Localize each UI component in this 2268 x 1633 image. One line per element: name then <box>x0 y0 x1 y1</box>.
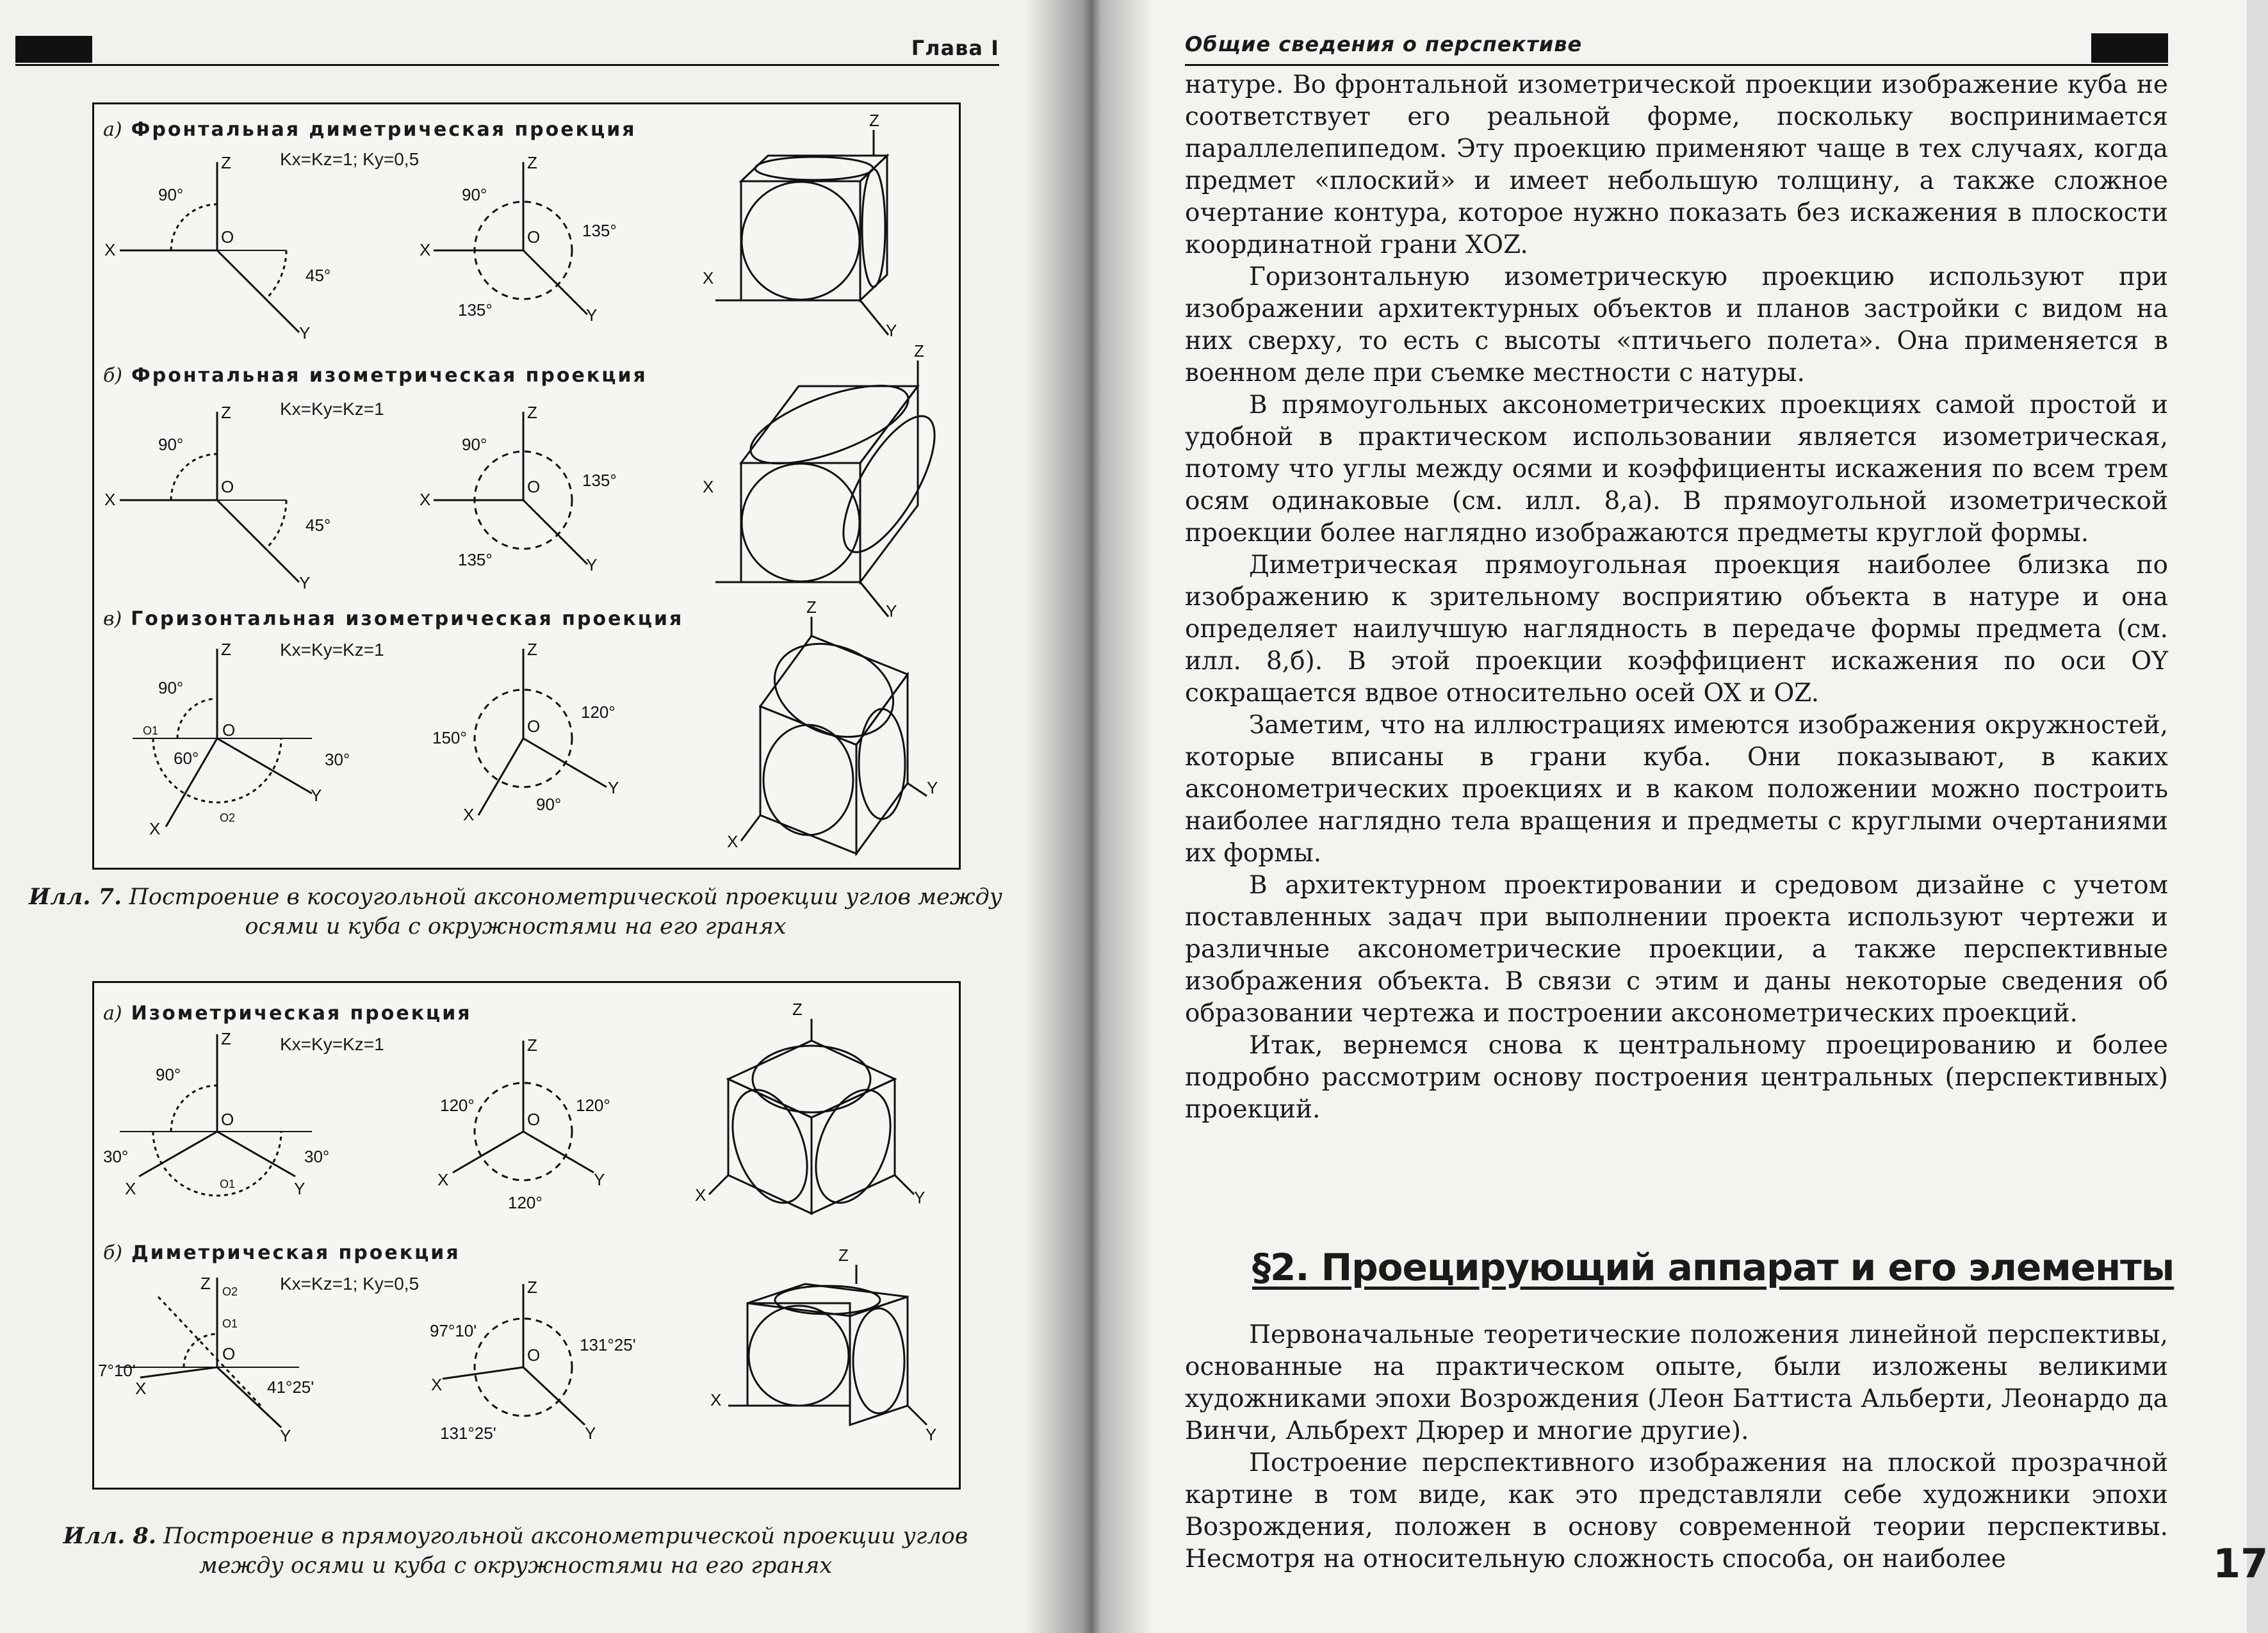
section-running-title: Общие сведения о перспективе <box>1185 32 1583 56</box>
svg-text:Z: Z <box>527 153 537 172</box>
svg-text:Z: Z <box>221 403 231 422</box>
svg-text:X: X <box>125 1179 136 1198</box>
fig7v-axes-2 <box>475 649 607 815</box>
svg-text:45°: 45° <box>306 266 331 285</box>
svg-text:X: X <box>463 805 475 824</box>
svg-text:X: X <box>149 819 161 838</box>
svg-text:41°25': 41°25' <box>267 1377 314 1397</box>
paragraph: натуре. Во фронтальной изометрической проекции изображение куба не соответствует его реальной форме, поскольку воспринимается параллелепипедом. Эту проекцию применяют чаще в тех случаях, когда предмет «плоский» и имеет небольшую толщину, а также сложное очертание контура, которое нужно показать без искажения в плоскости координатной грани XOZ. <box>1185 70 2168 259</box>
page-number: 17 <box>2213 1540 2268 1587</box>
svg-text:Y: Y <box>294 1179 306 1198</box>
figure-7-caption: Илл. 7. Построение в косоугольной аксонометрической проекции углов между осями и куба с окружностями на его гранях <box>29 884 1002 939</box>
fig7v-cube <box>741 617 927 854</box>
svg-text:Y: Y <box>585 1424 596 1443</box>
svg-text:O: O <box>527 1345 541 1365</box>
fig8b-cube <box>728 1265 927 1425</box>
svg-text:X: X <box>104 240 116 259</box>
svg-text:Z: Z <box>792 1000 803 1019</box>
figure-8-caption: Илл. 8. Построение в прямоугольной аксонометрической проекции углов между осями и куба с окружностями на его гранях <box>63 1523 968 1579</box>
svg-text:O: O <box>222 1344 236 1363</box>
fig7-sub-b-coef: Kx=Ky=Kz=1 <box>280 399 384 419</box>
svg-text:Y: Y <box>280 1426 291 1445</box>
svg-text:Z: Z <box>527 640 537 659</box>
fig8b-axes-1 <box>120 1278 299 1427</box>
svg-text:Z: Z <box>914 341 924 361</box>
svg-text:Z: Z <box>221 153 231 172</box>
body-text-bottom <box>1185 1319 2168 1575</box>
svg-text:X: X <box>710 1390 722 1410</box>
svg-text:O: O <box>527 1110 541 1129</box>
book-gutter <box>1025 0 1153 1633</box>
svg-text:O1: O1 <box>143 724 159 737</box>
svg-text:60°: 60° <box>174 749 199 768</box>
svg-text:131°25': 131°25' <box>580 1335 636 1354</box>
svg-text:X: X <box>703 477 714 496</box>
svg-text:120°: 120° <box>440 1096 475 1115</box>
svg-text:O: O <box>222 720 236 740</box>
svg-text:Z: Z <box>200 1274 211 1293</box>
svg-text:Y: Y <box>886 601 897 621</box>
svg-text:Z: Z <box>527 1278 537 1297</box>
svg-text:90°: 90° <box>536 795 562 814</box>
svg-text:135°: 135° <box>458 550 493 569</box>
chapter-title: Глава I <box>911 36 999 60</box>
fig8-sub-a-coef: Kx=Ky=Kz=1 <box>280 1034 384 1054</box>
svg-text:Y: Y <box>299 573 311 592</box>
fig8-sub-a-title: а) Изометрическая проекция <box>103 1002 472 1025</box>
svg-text:X: X <box>695 1185 706 1205</box>
paragraph: Построение перспективного изображения на плоской прозрачной картине в том виде, как это представляли себе художники эпохи Возрождения, положен в основу современной теории перспективы. Несмотря на относительную сложность способа, он наиболее <box>1185 1449 2168 1573</box>
fig7-sub-a-coef: Kx=Kz=1; Ky=0,5 <box>280 149 420 169</box>
fig7a-axes-2 <box>434 162 587 314</box>
svg-text:O: O <box>527 477 541 496</box>
fig7a-cube <box>715 130 888 335</box>
svg-text:Z: Z <box>869 111 879 130</box>
svg-text:90°: 90° <box>158 435 184 454</box>
svg-text:135°: 135° <box>582 471 617 490</box>
running-head-right <box>1185 31 2168 66</box>
svg-text:O1: O1 <box>220 1178 236 1190</box>
svg-text:Z: Z <box>221 640 231 659</box>
svg-text:Y: Y <box>914 1188 926 1207</box>
svg-text:Z: Z <box>838 1246 849 1265</box>
svg-text:O2: O2 <box>220 811 236 824</box>
figure-7 <box>92 102 961 870</box>
fig8b-axes-2 <box>443 1284 585 1425</box>
svg-text:90°: 90° <box>462 435 487 454</box>
fig8-angle-labels <box>98 1065 636 1443</box>
svg-text:30°: 30° <box>103 1147 129 1166</box>
svg-text:120°: 120° <box>508 1193 543 1212</box>
svg-text:Y: Y <box>608 778 619 797</box>
svg-text:X: X <box>431 1375 443 1394</box>
svg-text:Y: Y <box>594 1170 605 1189</box>
paragraph: Первоначальные теоретические положения линейной перспективы, основанные на практическом опыте, были изложены великими художниками эпохи Возрождения (Леон Баттиста Альберти, Леонардо да Винчи, Альбрехт Дюрер и многие другие). <box>1185 1320 2168 1445</box>
fig8-axis-labels <box>125 1000 936 1445</box>
fig7b-cube <box>715 361 952 617</box>
svg-text:X: X <box>420 490 431 509</box>
svg-text:120°: 120° <box>576 1096 610 1115</box>
paragraph: В архитектурном проектировании и средовом дизайне с учетом поставленных задач при выполнении проекта используют чертежи и различные аксонометрические проекции, а также перспективные изображения объекта. В связи с этим и даны некоторые сведения об образовании чертежа и построении аксонометрических проекций. <box>1185 871 2168 1028</box>
section-heading: §2. Проецирующий аппарат и его элементы <box>1252 1246 2174 1289</box>
svg-text:O: O <box>221 1110 234 1129</box>
svg-text:120°: 120° <box>581 703 616 722</box>
svg-text:135°: 135° <box>582 221 617 240</box>
svg-text:O2: O2 <box>222 1285 238 1298</box>
svg-text:Y: Y <box>586 555 598 574</box>
svg-text:135°: 135° <box>458 300 493 320</box>
svg-text:Y: Y <box>586 305 598 325</box>
fig7-sub-a-title: а) Фронтальная диметрическая проекция <box>103 118 637 141</box>
svg-text:30°: 30° <box>304 1147 330 1166</box>
paragraph: В прямоугольных аксонометрических проекциях самой простой и удобной в практическом использовании является изометрическая, потому что углы между осями и коэффициенты искажения по всем трем осям одинаковые (см. илл. 8,а). В прямоугольной изометрической проекции более наглядно изображаются предметы круглой формы. <box>1185 391 2168 548</box>
header-bar-left <box>15 36 92 63</box>
fig7-axis-labels <box>104 111 938 851</box>
paragraph: Горизонтальную изометрическую проекцию используют при изображении архитектурных объектов и планов застройки с видом на них сверху, то есть с высоты «птичьего полета». Она применяется в военном деле при съемке местности с натуры. <box>1185 263 2168 387</box>
figure-8-drawing <box>94 983 959 1488</box>
svg-text:O: O <box>221 477 234 496</box>
svg-text:90°: 90° <box>158 185 184 204</box>
svg-text:7°10': 7°10' <box>98 1361 136 1380</box>
fig7a-axes-1 <box>120 162 299 332</box>
svg-text:90°: 90° <box>158 678 184 697</box>
svg-text:X: X <box>420 240 431 259</box>
svg-text:Z: Z <box>806 597 817 617</box>
fig8a-cube <box>709 1019 914 1214</box>
fig7-sub-b-title: б) Фронтальная изометрическая проекция <box>103 364 648 387</box>
paragraph: Заметим, что на иллюстрациях имеются изображения окружностей, которые вписаны в грани куба. Они показывают, в каких аксонометрических проекциях и в каком положении можно построить наиболее наглядно тела вращения и предметы с круглыми очертаниями их формы. <box>1185 711 2168 868</box>
svg-text:Z: Z <box>527 403 537 422</box>
svg-text:Y: Y <box>886 321 897 340</box>
svg-text:O1: O1 <box>222 1317 238 1330</box>
fig8a-axes-1 <box>120 1034 312 1196</box>
fig7-sub-v-coef: Kx=Ky=Kz=1 <box>280 640 384 660</box>
svg-text:Z: Z <box>221 1029 231 1048</box>
svg-text:O: O <box>527 717 541 736</box>
paragraph: Диметрическая прямоугольная проекция наиболее близка по изображению к зрительному восприятию объекта в натуре и она определяет наилучшую наглядность в передаче формы предмета (см. илл. 8,б). В этой проекции коэффициент искажения по оси OY сокращается вдвое относительно осей OX и OZ. <box>1185 551 2168 708</box>
paragraph: Итак, вернемся снова к центральному проецированию и более подробно рассмотрим основу построения центральных (перспективных) проекций. <box>1185 1031 2168 1124</box>
svg-text:Y: Y <box>926 1425 937 1444</box>
fig7b-axes-1 <box>120 412 299 582</box>
fig8-sub-b-title: б) Диметрическая проекция <box>103 1242 461 1264</box>
header-bar-right <box>2091 33 2168 63</box>
fig7b-axes-2 <box>434 412 587 564</box>
svg-text:131°25': 131°25' <box>440 1424 496 1443</box>
svg-text:X: X <box>703 268 714 288</box>
svg-text:Y: Y <box>299 323 311 343</box>
svg-text:O: O <box>221 227 234 247</box>
fig7-sub-v-title: в) Горизонтальная изометрическая проекция <box>103 608 684 630</box>
svg-text:30°: 30° <box>325 750 350 769</box>
svg-text:150°: 150° <box>432 728 467 747</box>
svg-text:X: X <box>437 1170 449 1189</box>
svg-text:Z: Z <box>527 1036 537 1055</box>
figure-8 <box>92 981 961 1490</box>
svg-text:97°10': 97°10' <box>430 1321 477 1340</box>
svg-text:X: X <box>135 1379 147 1398</box>
svg-text:45°: 45° <box>306 516 331 535</box>
body-text-top <box>1185 69 2168 1126</box>
svg-text:X: X <box>727 832 738 851</box>
left-page <box>0 0 1082 1633</box>
running-head-left <box>15 31 999 66</box>
svg-text:O: O <box>527 227 541 247</box>
fig8-sub-b-coef: Kx=Kz=1; Ky=0,5 <box>280 1274 420 1294</box>
svg-text:90°: 90° <box>156 1065 181 1084</box>
svg-text:Y: Y <box>927 778 938 797</box>
figure-7-drawing <box>94 104 959 868</box>
svg-text:Y: Y <box>311 786 322 805</box>
svg-text:90°: 90° <box>462 185 487 204</box>
svg-text:X: X <box>104 490 116 509</box>
